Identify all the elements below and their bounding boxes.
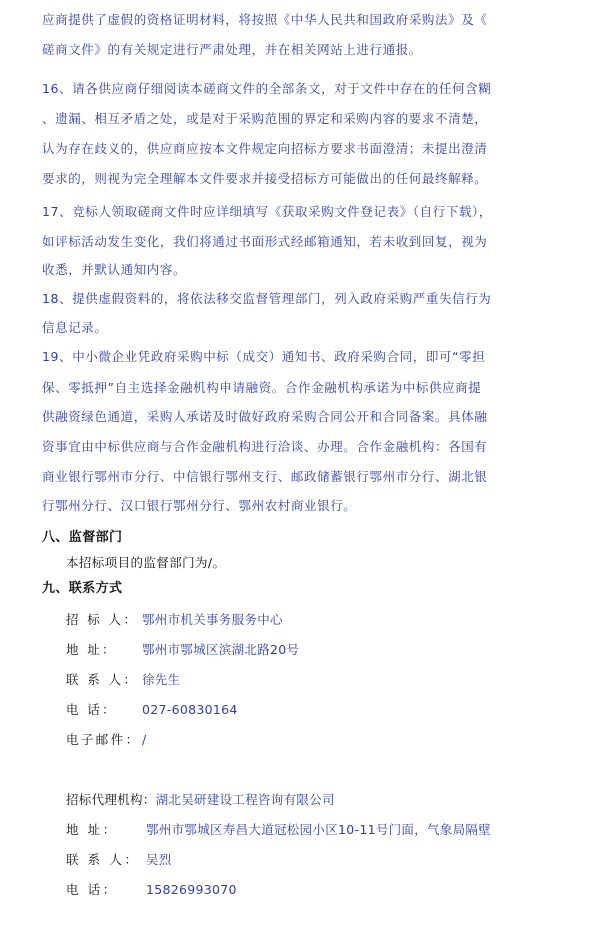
section-heading-contact: 九、联系方式 — [42, 581, 123, 596]
contact-value: 鄂州市鄂城区滨湖北路20号 — [142, 642, 300, 657]
contact-label: 电 话： — [66, 882, 118, 897]
contact-value: 鄂州市鄂城区寿昌大道冠松园小区10-11号门面，气象局隔壁 — [146, 822, 492, 837]
paragraph-line: 如评标活动发生变化，我们将通过书面形式经邮箱通知，若未收到回复，视为 — [42, 234, 488, 249]
contact-label: 招 标 人： — [66, 612, 139, 627]
contact-row-address — [66, 642, 299, 658]
contact-label: 电子邮件： — [66, 732, 141, 747]
paragraph-line: 资事宜由中标供应商与合作金融机构进行洽谈、办理。合作金融机构：各国有 — [42, 439, 488, 454]
contact-label: 联 系 人： — [66, 672, 139, 687]
supervision-text: 本招标项目的监督部门为/。 — [66, 555, 226, 570]
paragraph-line: 收悉，并默认通知内容。 — [42, 262, 187, 277]
contact-value: 027-60830164 — [142, 702, 238, 717]
paragraph-line: 磋商文件》的有关规定进行严肃处理，并在相关网站上进行通报。 — [42, 42, 422, 57]
agency-row-address — [66, 822, 491, 838]
paragraph-line: 19、中小微企业凭政府采购中标（成交）通知书、政府采购合同，即可“零担 — [42, 349, 486, 364]
paragraph-line: 信息记录。 — [42, 320, 108, 335]
contact-value: 湖北吴研建设工程咨询有限公司 — [155, 792, 335, 807]
contact-row-email — [66, 732, 147, 748]
agency-row-phone — [66, 882, 237, 898]
paragraph-line: 供融资绿色通道，采购人承诺及时做好政府采购合同公开和合同备案。具体融 — [42, 409, 488, 424]
paragraph-line: 商业银行鄂州市分行、中信银行鄂州支行、邮政储蓄银行鄂州市分行、湖北银 — [42, 469, 488, 484]
contact-row-person — [66, 672, 180, 688]
contact-label: 招标代理机构： — [66, 792, 156, 807]
contact-value: 鄂州市机关事务服务中心 — [142, 612, 283, 627]
contact-value: / — [142, 732, 147, 747]
agency-row-name — [66, 792, 335, 808]
contact-value: 徐先生 — [142, 672, 181, 687]
paragraph-line: 16、请各供应商仔细阅读本磋商文件的全部条文，对于文件中存在的任何含糊 — [42, 81, 492, 96]
contact-label: 联 系 人： — [66, 852, 140, 867]
paragraph-line: 要求的，则视为完全理解本文件要求并接受招标方可能做出的任何最终解释。 — [42, 171, 488, 186]
section-heading-supervision: 八、监督部门 — [42, 530, 123, 545]
paragraph-line: 行鄂州分行、汉口银行鄂州分行、鄂州农村商业银行。 — [42, 498, 357, 513]
contact-label: 电 话： — [66, 702, 118, 717]
contact-value: 15826993070 — [146, 882, 237, 897]
paragraph-line: 应商提供了虚假的资格证明材料，将按照《中华人民共和国政府采购法》及《 — [42, 12, 488, 27]
paragraph-line: 保、零抵押”自主选择金融机构申请融资。合作金融机构承诺为中标供应商提 — [42, 380, 482, 395]
agency-row-person — [66, 852, 172, 868]
paragraph-line: 17、竞标人领取磋商文件时应详细填写《获取采购文件登记表》（自行下载）， — [42, 204, 493, 219]
contact-row-phone — [66, 702, 238, 718]
paragraph-line: 、遗漏、相互矛盾之处，或是对于采购范围的界定和采购内容的要求不清楚， — [42, 111, 488, 126]
contact-row-tenderer — [66, 612, 283, 628]
paragraph-line: 18、提供虚假资料的，将依法移交监督管理部门，列入政府采购严重失信行为 — [42, 291, 492, 306]
contact-label: 地 址： — [66, 822, 118, 837]
paragraph-line: 认为存在歧义的，供应商应按本文件规定向招标方要求书面澄清；未提出澄清 — [42, 141, 488, 156]
contact-value: 吴烈 — [146, 852, 172, 867]
contact-label: 地 址： — [66, 642, 118, 657]
